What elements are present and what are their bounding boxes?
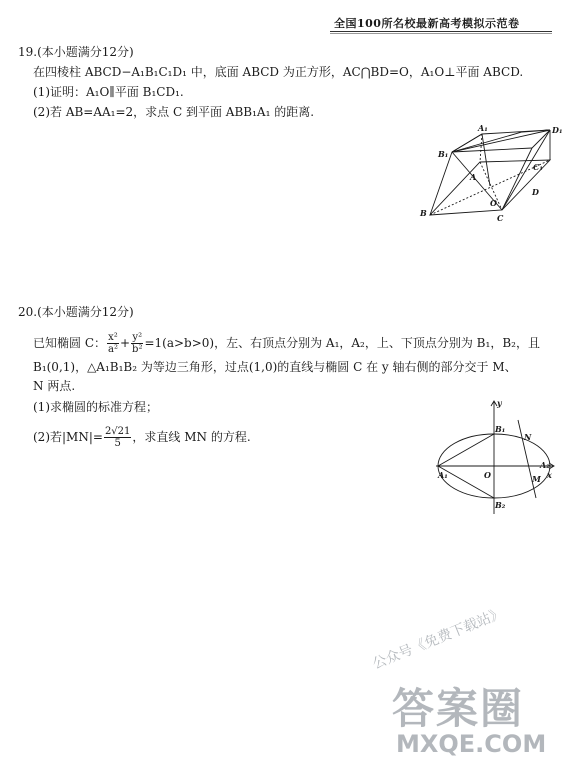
frac-y2-b2: $\frac{\text{y²}}{\text{b²}}$ bbox=[132, 332, 143, 355]
frac-x2-a2: $\frac{\text{x²}}{\text{a²}}$ bbox=[108, 332, 118, 355]
page-header bbox=[330, 12, 562, 34]
prism-figure bbox=[412, 120, 562, 225]
label-B1: B₁ bbox=[438, 149, 449, 159]
label-B: B bbox=[420, 208, 427, 218]
q20-line1-prefix: 已知椭圆 C： bbox=[33, 336, 106, 350]
q20-part2 bbox=[33, 426, 251, 449]
q19-part2: (2)若 AB=AA₁=2，求点 C 到平面 ABB₁A₁ 的距离. bbox=[33, 105, 315, 119]
header-title: 全国100所名校最新高考模拟示范卷 bbox=[334, 17, 520, 30]
q19-heading: 19.(本小题满分12分) bbox=[18, 45, 134, 59]
q19-statement: 在四棱柱 ABCD−A₁B₁C₁D₁ 中，底面 ABCD 为正方形，AC⋂BD=O，A₁O⊥平面 ABCD. bbox=[33, 65, 524, 79]
label-N: N bbox=[524, 432, 532, 442]
watermark-line: 公众号《免费下载站》 bbox=[370, 605, 507, 673]
label-D: D bbox=[532, 187, 539, 197]
label-x: x bbox=[547, 470, 552, 480]
header-divider-thin bbox=[330, 33, 552, 34]
q20-part1: (1)求椭圆的标准方程； bbox=[33, 400, 158, 414]
label-B1: B₁ bbox=[495, 424, 506, 434]
q20-line1 bbox=[33, 332, 540, 355]
label-A1: A₁ bbox=[478, 123, 488, 133]
label-y: y bbox=[497, 398, 502, 408]
q20-part2-suffix: ，求直线 MN 的方程. bbox=[132, 430, 251, 444]
label-O: O bbox=[490, 198, 497, 208]
label-B2: B₂ bbox=[495, 500, 506, 510]
label-O: O bbox=[484, 470, 491, 480]
ellipse-figure bbox=[428, 398, 558, 516]
label-C: C bbox=[497, 213, 504, 223]
q20-line1-suffix: =1(a>b>0)，左、右顶点分别为 A₁，A₂，上、下顶点分别为 B₁，B₂，且 bbox=[144, 336, 540, 350]
watermark-site: MXQE.COM bbox=[396, 730, 547, 758]
label-A2: A₂ bbox=[540, 460, 550, 470]
label-C1: C₁ bbox=[533, 162, 543, 172]
header-divider bbox=[330, 31, 552, 32]
q20-line3: N 两点. bbox=[33, 379, 76, 393]
q19-part1: (1)证明：A₁O∥平面 B₁CD₁. bbox=[33, 85, 184, 99]
watermark-logo: 答案圈 bbox=[392, 684, 525, 733]
label-D1: D₁ bbox=[552, 125, 562, 135]
label-A1: A₁ bbox=[438, 470, 448, 480]
frac-mn: $\frac{2√21}{5}$ bbox=[104, 426, 131, 449]
q20-line2: B₁(0,1)，△A₁B₁B₂ 为等边三角形，过点(1,0)的直线与椭圆 C 在 y 轴右侧的部分交于 M、 bbox=[33, 360, 517, 374]
plus-sign: + bbox=[119, 336, 131, 350]
q20-part2-prefix: (2)若|MN|= bbox=[33, 430, 103, 444]
label-A: A bbox=[470, 172, 477, 182]
q20-heading: 20.(本小题满分12分) bbox=[18, 305, 134, 319]
label-M: M bbox=[532, 474, 541, 484]
